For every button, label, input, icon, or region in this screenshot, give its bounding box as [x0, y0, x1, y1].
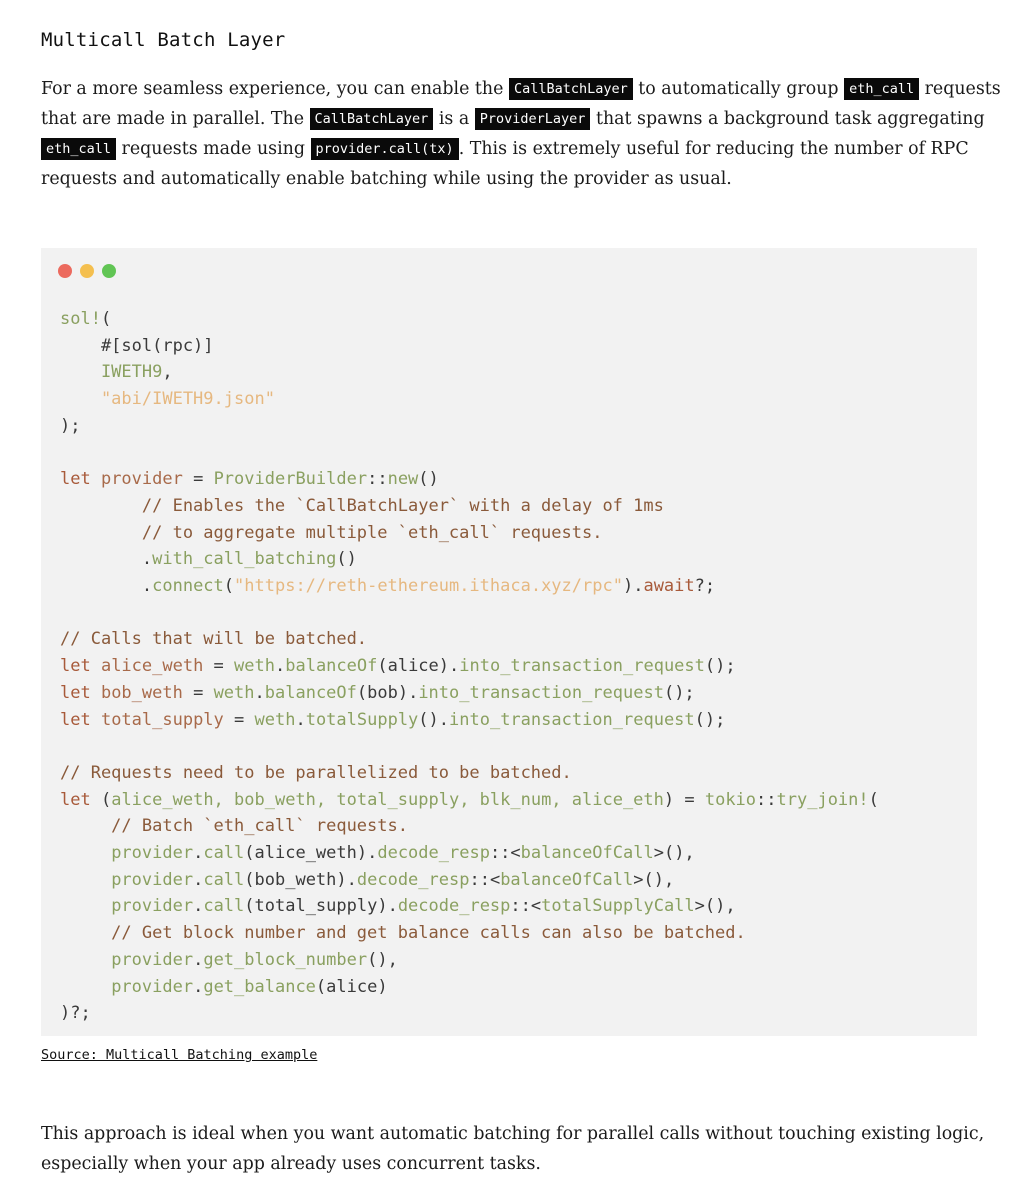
code-token: (alice_weth). [244, 843, 378, 864]
code-token: get_block_number [203, 949, 368, 970]
code-token: "https://reth-ethereum.ithaca.xyz/rpc" [234, 576, 623, 597]
code-line [60, 893, 879, 920]
code-token: provider [111, 843, 194, 864]
code-token: // Calls that will be batched. [60, 629, 368, 650]
window-controls [58, 264, 116, 278]
code-token: balanceOfCall [520, 843, 654, 864]
code-token: provider [111, 949, 194, 970]
code-token: provider [111, 896, 194, 917]
code-line [60, 440, 879, 467]
code-token: weth [254, 709, 296, 730]
code-line [60, 974, 879, 1001]
code-token: (), [367, 949, 398, 970]
code-token: ?; [694, 576, 716, 597]
maximize-dot-icon [102, 264, 116, 278]
code-token: total_supply [100, 709, 224, 730]
code-line [60, 600, 879, 627]
code-token: ::< [469, 869, 501, 890]
inline-code-callbatchlayer-2: CallBatchLayer [310, 108, 434, 130]
code-token: call [203, 869, 245, 890]
code-token: . [60, 576, 153, 597]
code-token [60, 977, 111, 997]
code-token: ) = [663, 789, 705, 810]
code-token: . [193, 896, 204, 917]
code-block [60, 306, 879, 1027]
code-line [60, 653, 879, 680]
code-token [60, 950, 111, 970]
code-token: >(), [694, 896, 736, 917]
code-token: . [193, 949, 204, 970]
code-token [60, 896, 111, 916]
code-token: (total_supply). [244, 896, 398, 917]
code-token: alice_weth, bob_weth, total_supply, blk_num, alice_eth [111, 789, 664, 810]
intro-text-4: is a [433, 109, 475, 129]
code-token: weth [234, 656, 275, 677]
code-token: ( [223, 576, 235, 597]
code-token: decode_resp [397, 896, 511, 917]
code-token: . [193, 869, 204, 890]
code-line [60, 386, 879, 413]
code-token: )?; [60, 1003, 91, 1024]
inline-code-providerlayer: ProviderLayer [475, 108, 591, 130]
code-token: sol! [60, 309, 101, 329]
code-token: (). [418, 709, 450, 730]
code-token: (alice) [315, 976, 388, 997]
code-token: let [60, 709, 101, 730]
code-token: let [60, 789, 101, 810]
intro-text-3: requests that are made in parallel. The [41, 79, 1001, 129]
code-token: = [182, 682, 214, 703]
code-token: ::< [510, 896, 542, 917]
code-line [60, 680, 879, 707]
intro-text-6: requests made using [116, 139, 311, 159]
code-token: IWETH9 [60, 362, 163, 383]
code-line [60, 707, 879, 734]
code-line [60, 359, 879, 386]
code-line [60, 333, 879, 360]
code-token: (); [694, 709, 726, 730]
code-token: alice_weth [100, 656, 204, 677]
code-token: provider [111, 869, 194, 890]
code-window [41, 248, 977, 1036]
code-token: // Enables the `CallBatchLayer` with a delay of 1ms [60, 495, 664, 516]
code-token: ( [100, 309, 112, 329]
code-token: ( [868, 789, 879, 810]
code-line [60, 813, 879, 840]
code-token: // Get block number and get balance calls can also be batched. [60, 923, 746, 944]
code-line [60, 520, 879, 547]
code-token: // to aggregate multiple `eth_call` requests. [60, 522, 603, 543]
code-token: // Batch `eth_call` requests. [60, 816, 408, 837]
code-line [60, 626, 879, 653]
intro-text-2: to automatically group [632, 79, 845, 99]
section-title: Multicall Batch Layer [41, 29, 286, 51]
code-token: , [162, 362, 173, 383]
code-token: . [254, 682, 265, 703]
code-token: = [203, 656, 235, 677]
code-token: . [295, 709, 306, 730]
code-token: >(), [633, 869, 675, 890]
code-token: call [203, 843, 245, 864]
code-token: decode_resp [377, 843, 490, 864]
code-line [60, 466, 879, 493]
intro-text-1: For a more seamless experience, you can enable the [41, 79, 509, 99]
code-token: = [223, 709, 255, 730]
code-token: try_join! [776, 789, 869, 810]
code-token: ( [100, 789, 112, 810]
code-token: () [418, 469, 439, 490]
code-token [60, 870, 111, 890]
code-token: connect [152, 576, 224, 597]
code-token: balanceOfCall [500, 869, 634, 890]
code-token: :: [756, 789, 777, 810]
code-token: . [193, 976, 204, 997]
intro-text-7: . This is extremely useful for reducing the number of RPC requests and automatically enable batching while using the provider as usual. [41, 139, 969, 189]
code-token: totalSupply [305, 709, 419, 730]
source-link[interactable]: Source: Multicall Batching example [41, 1047, 318, 1063]
minimize-dot-icon [80, 264, 94, 278]
code-token: totalSupplyCall [541, 896, 695, 917]
code-token: provider [111, 976, 194, 997]
code-token: (bob_weth). [244, 869, 357, 890]
code-token: into_transaction_request [449, 709, 695, 730]
code-token: decode_resp [356, 869, 470, 890]
code-token: "abi/IWETH9.json" [60, 389, 275, 410]
code-line [60, 546, 879, 573]
code-line [60, 787, 879, 814]
code-token: (); [704, 656, 736, 677]
code-token: ); [60, 415, 81, 436]
code-line [60, 920, 879, 947]
code-token: await [643, 576, 695, 597]
code-token: tokio [704, 789, 757, 810]
code-token: ProviderBuilder [213, 469, 368, 490]
code-line [60, 1000, 879, 1027]
code-token: weth [213, 682, 255, 703]
code-token: :: [367, 469, 388, 490]
code-token: bob_weth [100, 682, 183, 703]
code-token: // Requests need to be parallelized to be batched. [60, 762, 572, 783]
code-line [60, 840, 879, 867]
code-token: (alice). [377, 656, 460, 677]
code-line [60, 306, 879, 333]
code-token: . [274, 656, 286, 677]
intro-text-5: that spawns a background task aggregating [590, 109, 985, 129]
inline-code-eth-call-2: eth_call [41, 138, 116, 160]
code-line [60, 413, 879, 440]
code-token: () [336, 549, 357, 570]
code-token [60, 843, 111, 863]
code-token: balanceOf [285, 656, 378, 677]
code-token: = [182, 469, 214, 490]
inline-code-callbatchlayer: CallBatchLayer [509, 78, 633, 100]
code-token: ::< [489, 843, 521, 864]
code-token: into_transaction_request [459, 656, 705, 677]
code-token: provider [100, 469, 183, 490]
code-token: let [60, 469, 101, 490]
close-dot-icon [58, 264, 72, 278]
code-token: . [60, 549, 153, 570]
code-token: . [193, 843, 204, 864]
code-token: >(), [653, 843, 695, 864]
code-token: (); [663, 682, 695, 703]
code-token: let [60, 656, 101, 677]
code-line [60, 867, 879, 894]
code-token: get_balance [203, 976, 316, 997]
inline-code-provider-call: provider.call(tx) [311, 138, 459, 160]
code-line [60, 733, 879, 760]
code-token: let [60, 682, 101, 703]
code-line [60, 493, 879, 520]
code-token: balanceOf [264, 682, 357, 703]
intro-paragraph [41, 74, 1001, 194]
code-token: new [387, 469, 419, 490]
code-line [60, 947, 879, 974]
inline-code-eth-call: eth_call [844, 78, 919, 100]
code-token: ). [622, 576, 644, 597]
code-token: into_transaction_request [418, 682, 664, 703]
outro-paragraph: This approach is ideal when you want automatic batching for parallel calls without touching existing logic, especially when your app already uses concurrent tasks. [41, 1124, 985, 1174]
code-line [60, 573, 879, 600]
code-token: with_call_batching [152, 549, 337, 570]
code-token: call [203, 896, 245, 917]
code-line [60, 760, 879, 787]
code-token: (bob). [356, 682, 419, 703]
code-token: #[sol(rpc)] [60, 335, 214, 356]
